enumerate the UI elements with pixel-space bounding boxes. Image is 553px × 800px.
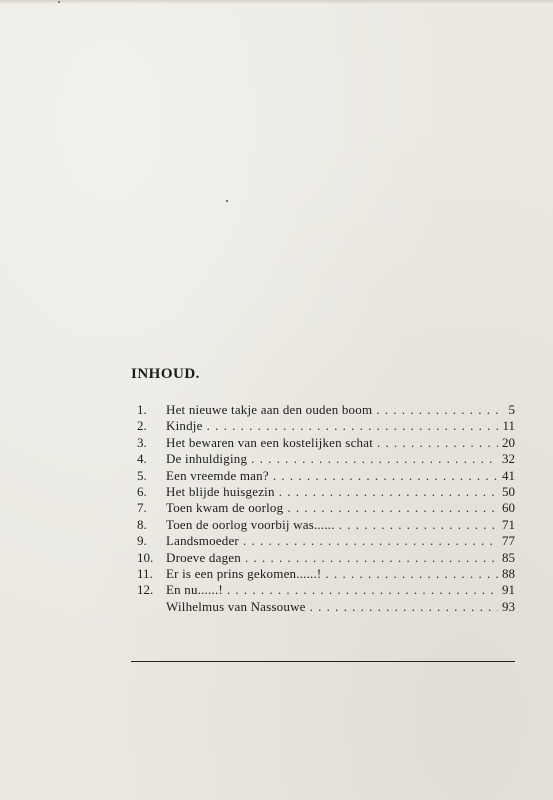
entry-number: 4.	[137, 451, 147, 467]
entry-page: 88	[502, 565, 515, 581]
entry-title: Droeve dagen	[166, 549, 241, 565]
entry-title: Het nieuwe takje aan den ouden boom	[166, 402, 373, 417]
entry-number: 6.	[137, 483, 147, 499]
entry-number: 12.	[137, 582, 154, 598]
toc-entry	[137, 484, 515, 500]
toc-entry	[137, 500, 515, 516]
entry-page: 93	[502, 598, 515, 614]
dot-leader	[243, 533, 498, 549]
entry-page: 20	[502, 434, 515, 450]
toc-entry	[137, 533, 515, 549]
paper-speck	[226, 200, 228, 202]
dot-leader	[310, 599, 498, 615]
entry-title: Landsmoeder	[166, 533, 239, 549]
entry-title: Het blijde huisgezin	[166, 483, 275, 499]
entry-page: 71	[502, 516, 515, 532]
toc-entry	[137, 402, 515, 418]
entry-page: 11	[502, 418, 515, 434]
entry-page: 77	[502, 533, 515, 549]
toc-entry	[137, 418, 515, 434]
page-edge	[0, 0, 553, 4]
table-of-contents	[137, 402, 515, 615]
entry-page: 50	[502, 483, 515, 499]
dot-leader	[227, 582, 498, 598]
dot-leader	[245, 550, 498, 566]
entry-page: 91	[502, 582, 515, 598]
entry-title: Een vreemde man?	[166, 467, 269, 483]
paper-speck	[58, 1, 60, 3]
entry-title: Toen de oorlog voorbij was......	[166, 516, 335, 532]
dot-leader	[376, 402, 498, 418]
toc-entry	[137, 550, 515, 566]
dot-leader	[339, 517, 498, 533]
entry-title: Er is een prins gekomen......!	[166, 565, 322, 581]
entry-number: 7.	[137, 500, 147, 516]
toc-entry	[137, 435, 515, 451]
entry-number: 8.	[137, 516, 147, 532]
dot-leader	[325, 566, 498, 582]
horizontal-rule	[131, 661, 515, 662]
entry-number: 3.	[137, 434, 147, 450]
entry-page: 41	[502, 467, 515, 483]
entry-title: Het bewaren van een kostelijken schat	[166, 434, 374, 450]
toc-entry	[137, 468, 515, 484]
entry-number: 5.	[137, 467, 147, 483]
entry-number: 2.	[137, 418, 147, 434]
toc-entry	[137, 566, 515, 582]
entry-title: Wilhelmus van Nassouwe	[166, 598, 306, 614]
toc-entry	[137, 582, 515, 598]
entry-page: 85	[502, 549, 515, 565]
entry-number: 9.	[137, 533, 147, 549]
dot-leader	[287, 500, 498, 516]
toc-entry	[137, 517, 515, 533]
entry-title: Kindje	[166, 418, 203, 434]
entry-number: 11.	[137, 565, 153, 581]
dot-leader	[273, 468, 498, 484]
entry-title: Toen kwam de oorlog	[166, 500, 284, 516]
dot-leader	[251, 451, 498, 467]
entry-number: 10.	[137, 549, 154, 565]
entry-page: 60	[502, 500, 515, 516]
dot-leader	[207, 418, 498, 434]
entry-title: En nu......!	[166, 582, 223, 598]
toc-entry	[137, 451, 515, 467]
toc-heading: INHOUD.	[131, 366, 200, 382]
entry-page: 32	[502, 451, 515, 467]
dot-leader	[377, 435, 498, 451]
entry-title: De inhuldiging	[166, 451, 248, 467]
entry-page: 5	[508, 402, 515, 417]
toc-entry	[137, 599, 515, 615]
dot-leader	[279, 484, 498, 500]
entry-number: 1.	[137, 402, 147, 417]
